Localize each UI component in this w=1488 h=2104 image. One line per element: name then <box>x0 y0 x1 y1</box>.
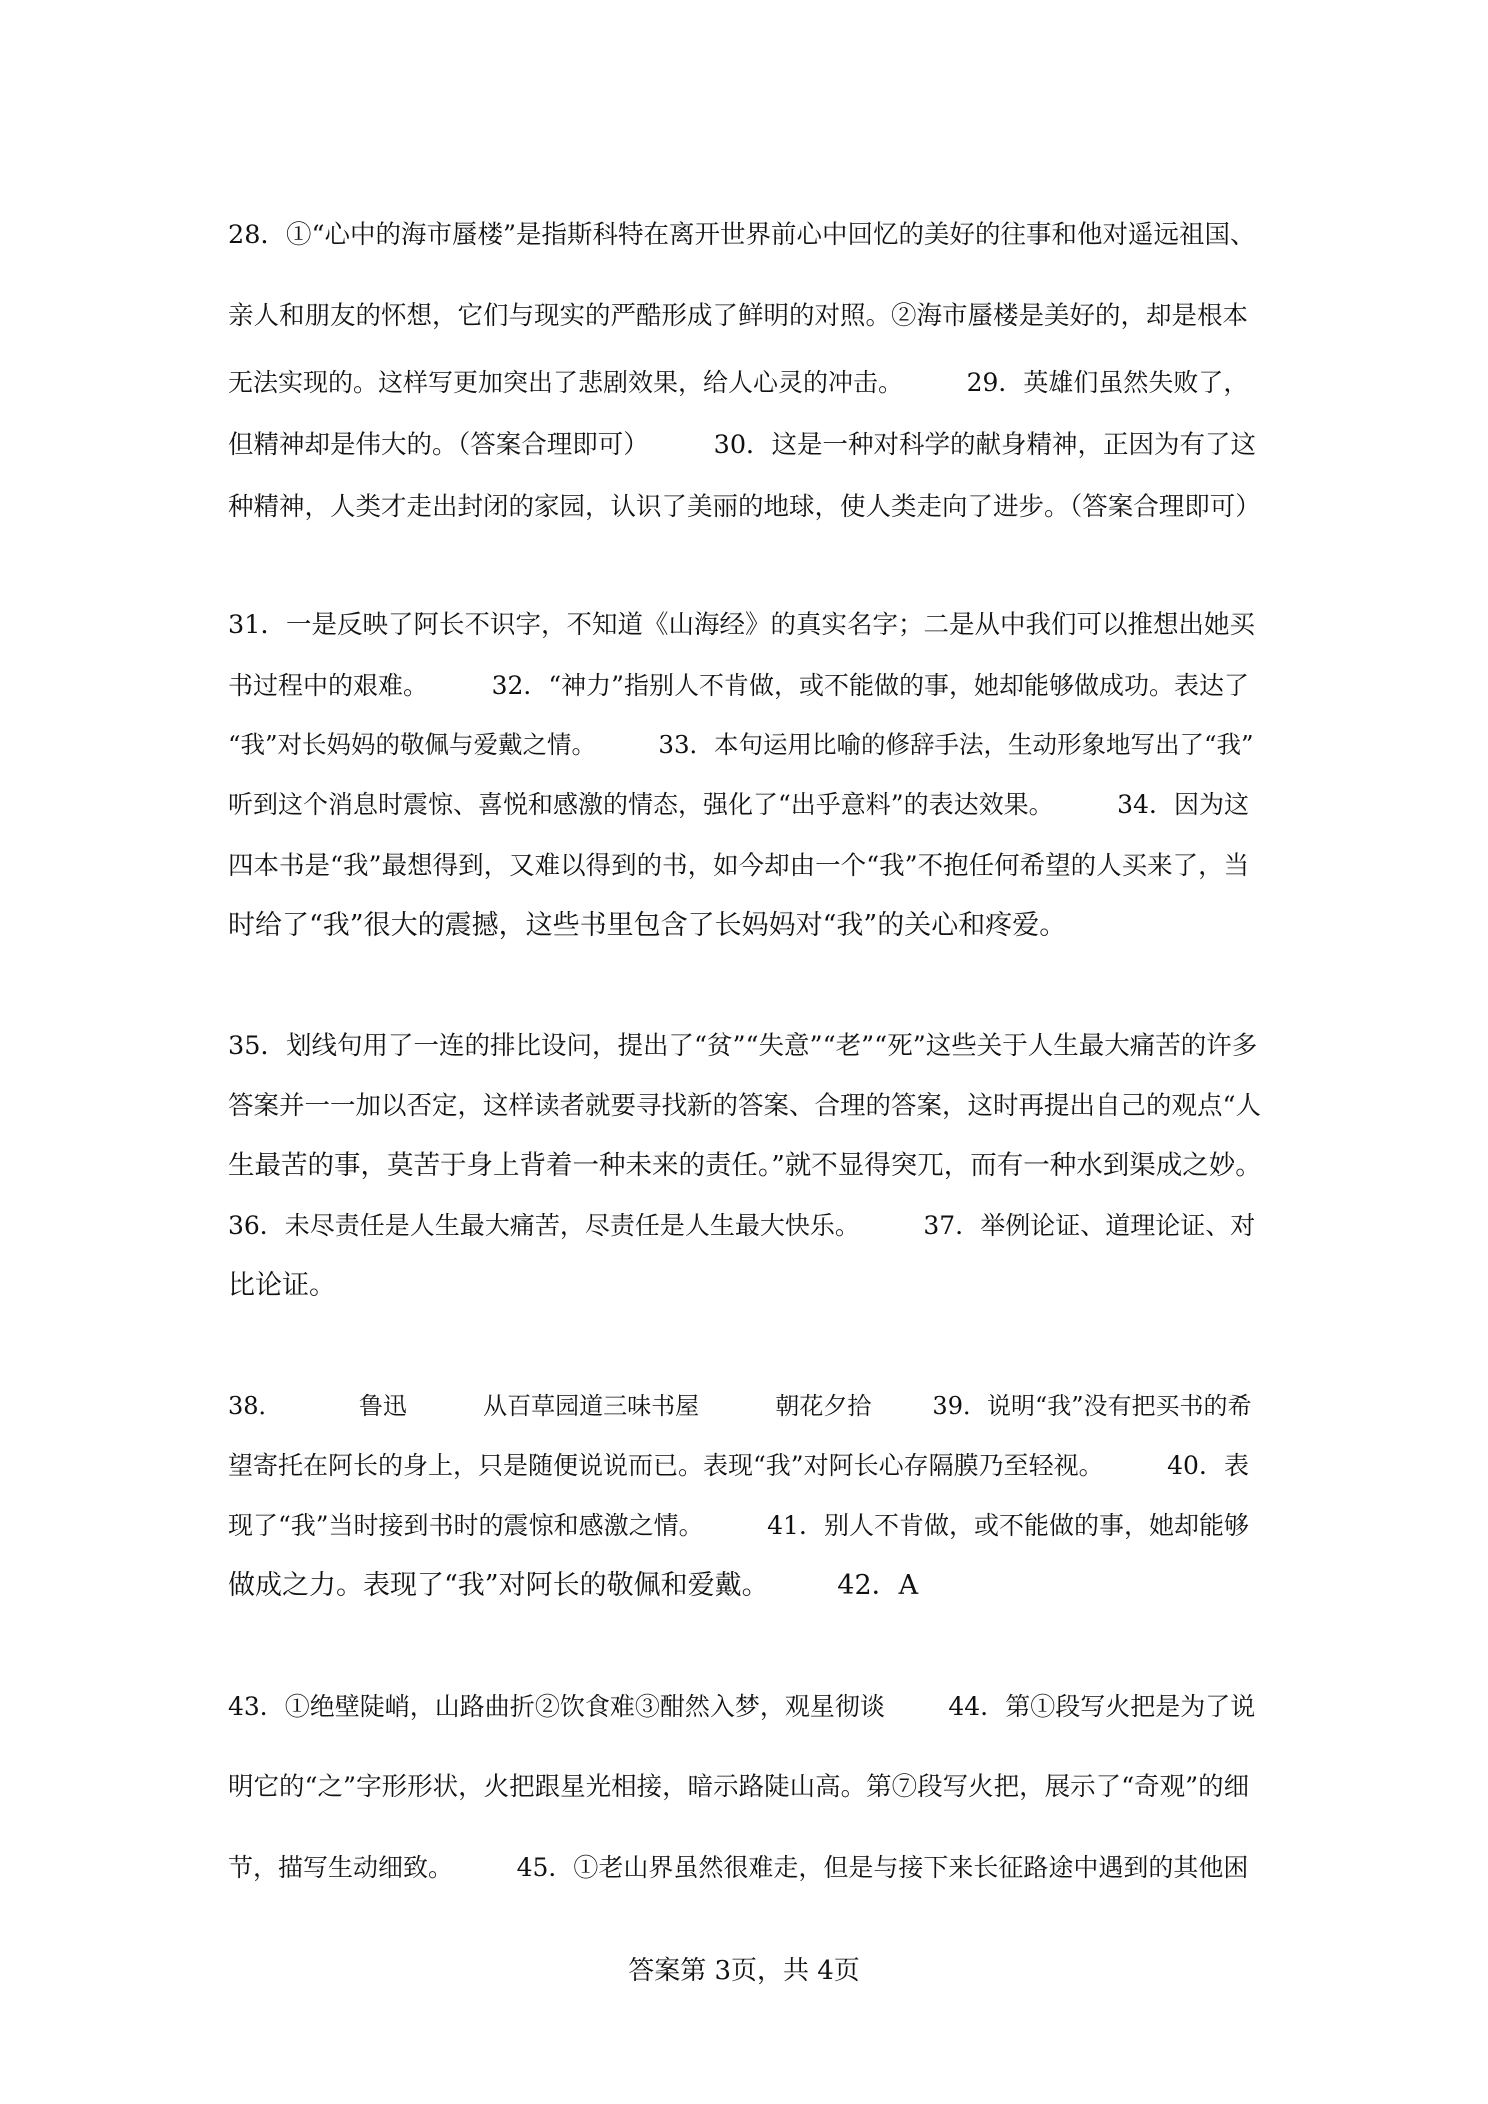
text-line: 书过程中的艰难。 32．“神力”指别人不肯做，或不能做的事，她却能够做成功。表达了 <box>228 671 1249 700</box>
text-line: 明它的“之”字形形状，火把跟星光相接，暗示路陡山高。第⑦段写火把，展示了“奇观”的细 <box>228 1772 1250 1802</box>
page-footer: 答案第 3页，共 4页 <box>628 1956 860 1986</box>
text-line: 亲人和朋友的怀想，它们与现实的严酷形成了鲜明的对照。②海市蜃楼是美好的，却是根本 <box>228 301 1249 331</box>
text-line: 答案并一一加以否定，这样读者就要寻找新的答案、合理的答案，这时再提出自己的观点“人 <box>228 1091 1262 1121</box>
text-line: 31．一是反映了阿长不识字，不知道《山海经》的真实名字；二是从中我们可以推想出她买 <box>228 610 1255 640</box>
text-line: 36．未尽责任是人生最大痛苦，尽责任是人生最大快乐。 37．举例论证、道理论证、对 <box>228 1211 1256 1240</box>
text-line: 38． 鲁迅 从百草园道三味书屋 朝花夕拾 39．说明“我”没有把买书的希 <box>228 1392 1252 1420</box>
text-line: “我”对长妈妈的敬佩与爱戴之情。 33．本句运用比喻的修辞手法，生动形象地写出了“我” <box>228 730 1254 759</box>
text-line: 43．①绝壁陡峭，山路曲折②饮食难③酣然入梦，观星彻谈 44．第①段写火把是为了说 <box>228 1692 1256 1721</box>
text-line: 望寄托在阿长的身上，只是随便说说而已。表现“我”对阿长心存隔膜乃至轻视。 40．表 <box>228 1451 1249 1480</box>
text-line: 听到这个消息时震惊、喜悦和感激的情态，强化了“出乎意料”的表达效果。 34．因为这 <box>228 790 1249 819</box>
text-line: 现了“我”当时接到书时的震惊和感激之情。 41．别人不肯做，或不能做的事，她却能够 <box>228 1511 1249 1540</box>
text-line: 时给了“我”很大的震撼，这些书里包含了长妈妈对“我”的关心和疼爱。 <box>228 910 1067 941</box>
text-line: 做成之力。表现了“我”对阿长的敬佩和爱戴。 42．A <box>228 1570 919 1601</box>
text-line: 种精神，人类才走出封闭的家园，认识了美丽的地球，使人类走向了进步。（答案合理即可） <box>228 492 1261 522</box>
text-line: 生最苦的事，莫苦于身上背着一种未来的责任。”就不显得突兀，而有一种水到渠成之妙。 <box>228 1150 1262 1181</box>
text-line: 28．①“心中的海市蜃楼”是指斯科特在离开世界前心中回忆的美好的往事和他对遥远祖国、 <box>228 220 1256 250</box>
text-line: 比论证。 <box>228 1270 336 1301</box>
text-line: 无法实现的。这样写更加突出了悲剧效果，给人心灵的冲击。 29．英雄们虽然失败了， <box>228 368 1249 397</box>
text-line: 节，描写生动细致。 45．①老山界虽然很难走，但是与接下来长征路途中遇到的其他困 <box>228 1853 1249 1882</box>
text-line: 但精神却是伟大的。（答案合理即可） 30．这是一种对科学的献身精神，正因为有了这 <box>228 430 1257 460</box>
text-line: 四本书是“我”最想得到，又难以得到的书，如今却由一个“我”不抱任何希望的人买来了，当 <box>228 851 1250 881</box>
text-line: 35．划线句用了一连的排比设问，提出了“贫”“失意”“老”“死”这些关于人生最大痛苦的许多 <box>228 1031 1258 1061</box>
